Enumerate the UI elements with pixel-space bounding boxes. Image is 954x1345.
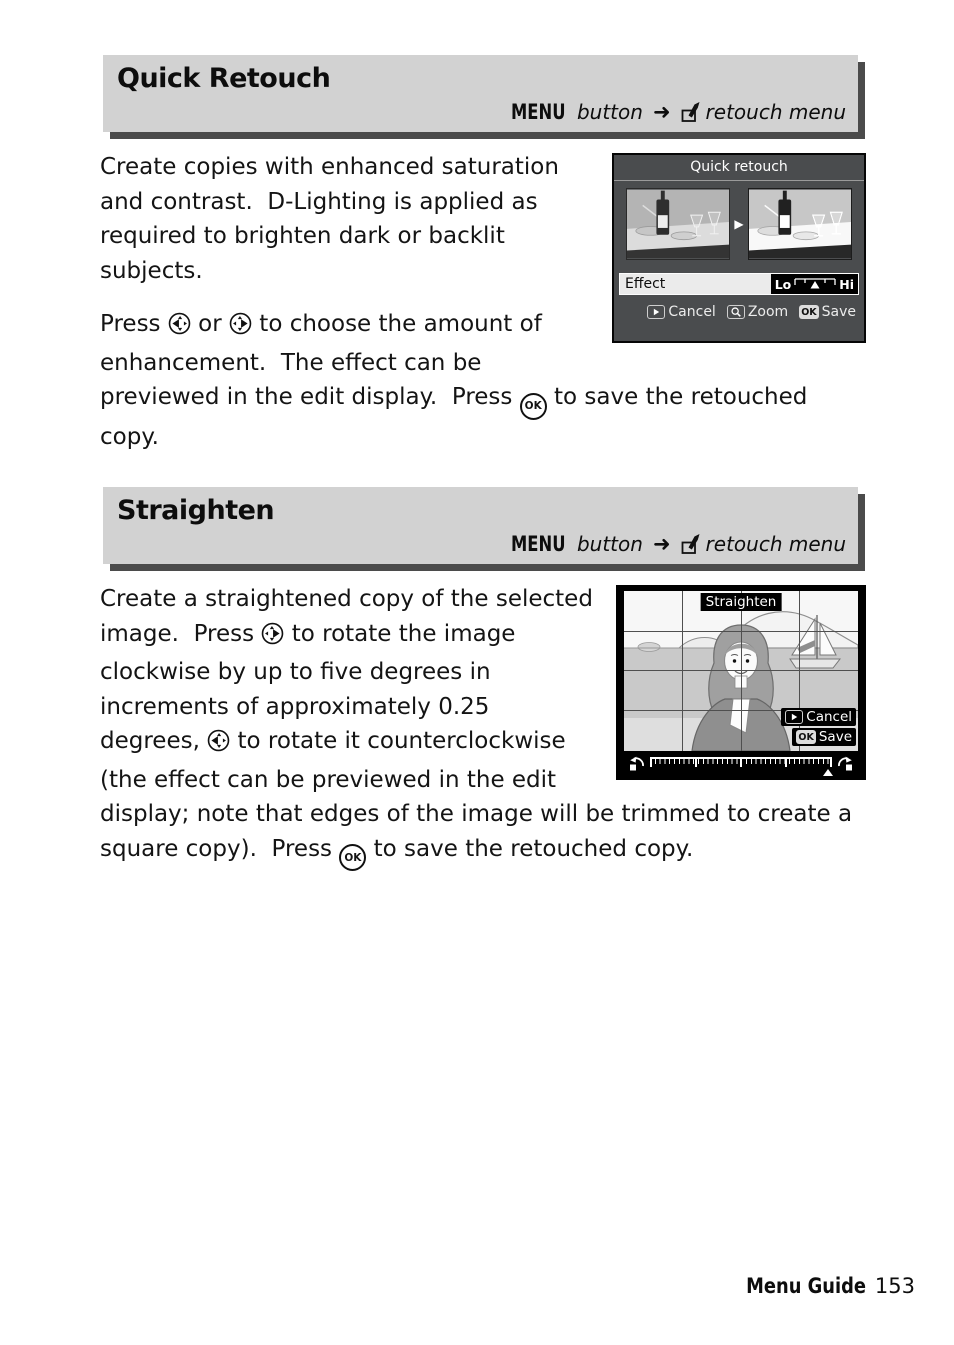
multiselector-left-icon	[168, 315, 191, 341]
footer-guide-label: Menu Guide	[746, 1274, 866, 1298]
retouch-menu-icon	[681, 101, 701, 123]
straighten-preview-image	[624, 591, 858, 751]
button-word: button	[576, 532, 643, 556]
rotate-cw-icon	[835, 754, 855, 776]
menu-target-label: retouch menu	[705, 100, 846, 124]
quick-retouch-paragraph-1: Create copies with enhanced saturation and contrast. D-Lighting is applied as required to brighten dark or backlit subjects.	[100, 154, 567, 284]
playback-icon	[647, 305, 665, 319]
rotation-marker	[823, 769, 833, 776]
section-title-quick-retouch: Quick Retouch	[117, 63, 331, 94]
zoom-control	[727, 304, 788, 320]
zoom-label: Zoom	[747, 304, 789, 320]
menu-path-line	[511, 532, 846, 556]
cancel-control	[647, 304, 715, 320]
ruler-tick-major	[695, 757, 697, 767]
effect-slider-bar	[619, 273, 859, 295]
camera-screen-title: Quick retouch	[614, 155, 864, 181]
cancel-label: Cancel	[668, 304, 716, 320]
camera-screen-straighten	[616, 585, 866, 780]
thumbnail-arrow-icon: ▶	[734, 217, 744, 231]
menu-button-label: MENU	[511, 100, 566, 124]
rotate-ccw-icon	[627, 754, 647, 776]
lo-label: Lo	[774, 276, 792, 292]
thumbnail-before	[626, 188, 730, 260]
effect-lo-hi-scale	[771, 274, 858, 294]
camera-screen-title: Straighten	[701, 593, 782, 611]
menu-button-label: MENU	[511, 532, 566, 556]
button-word: button	[576, 100, 643, 124]
retouch-menu-icon	[681, 533, 701, 555]
save-control	[799, 304, 856, 320]
before-after-thumbnails	[614, 188, 864, 260]
camera-screen-quick-retouch	[612, 153, 866, 343]
save-label: Save	[818, 729, 852, 745]
thumbnail-after	[748, 188, 852, 260]
ok-button-inline-icon: OK	[339, 844, 366, 871]
camera-screen-controls	[614, 304, 864, 320]
arrow-right-icon: ➜	[652, 532, 671, 556]
effect-label: Effect	[625, 276, 666, 292]
save-control	[792, 728, 856, 746]
section-header-straighten	[103, 487, 858, 564]
cancel-label: Cancel	[806, 709, 852, 725]
quick-retouch-content	[100, 150, 866, 473]
quick-retouch-paragraph-2: Press or to choose the amount of enhancement. The effect can be previewed in the edit display. Press OK to save the retouched copy.	[100, 311, 815, 450]
ruler-tick-major	[740, 757, 742, 767]
ok-button-icon: OK	[798, 731, 814, 743]
footer-page-number: 153	[874, 1274, 915, 1298]
section-header-quick-retouch	[103, 55, 858, 132]
menu-target-label: retouch menu	[705, 532, 846, 556]
hi-label: Hi	[839, 276, 854, 292]
arrow-right-icon: ➜	[652, 100, 671, 124]
ruler-tick-major	[785, 757, 787, 767]
multiselector-right-icon	[229, 315, 252, 341]
rotation-ruler	[624, 751, 858, 779]
ruler-tick-major	[830, 757, 832, 767]
save-label: Save	[821, 304, 856, 320]
straighten-paragraph: Create a straightened copy of the selected image. Press to rotate the image clockwise by up to five degrees in increments of approximately 0.25 degrees, to rotate it counterclockwise (the effect can be previewed in the edit display; note that edges of the image will be trimmed to create a square copy). Press OK to save the retouched copy.	[100, 582, 866, 871]
page-footer	[725, 1274, 915, 1298]
menu-path-line	[511, 100, 846, 124]
playback-icon	[785, 710, 803, 724]
multiselector-left-icon	[207, 732, 230, 758]
straighten-content	[100, 582, 866, 890]
section-title-straighten: Straighten	[117, 495, 275, 526]
cancel-control	[781, 708, 856, 726]
effect-scale-icon	[793, 276, 837, 292]
ok-button-icon: OK	[801, 306, 817, 318]
multiselector-right-icon	[261, 625, 284, 651]
camera-screen-controls	[781, 708, 856, 746]
magnifier-icon	[727, 305, 745, 319]
ruler-tick-major	[650, 757, 652, 767]
ok-button-inline-icon: OK	[520, 393, 547, 420]
